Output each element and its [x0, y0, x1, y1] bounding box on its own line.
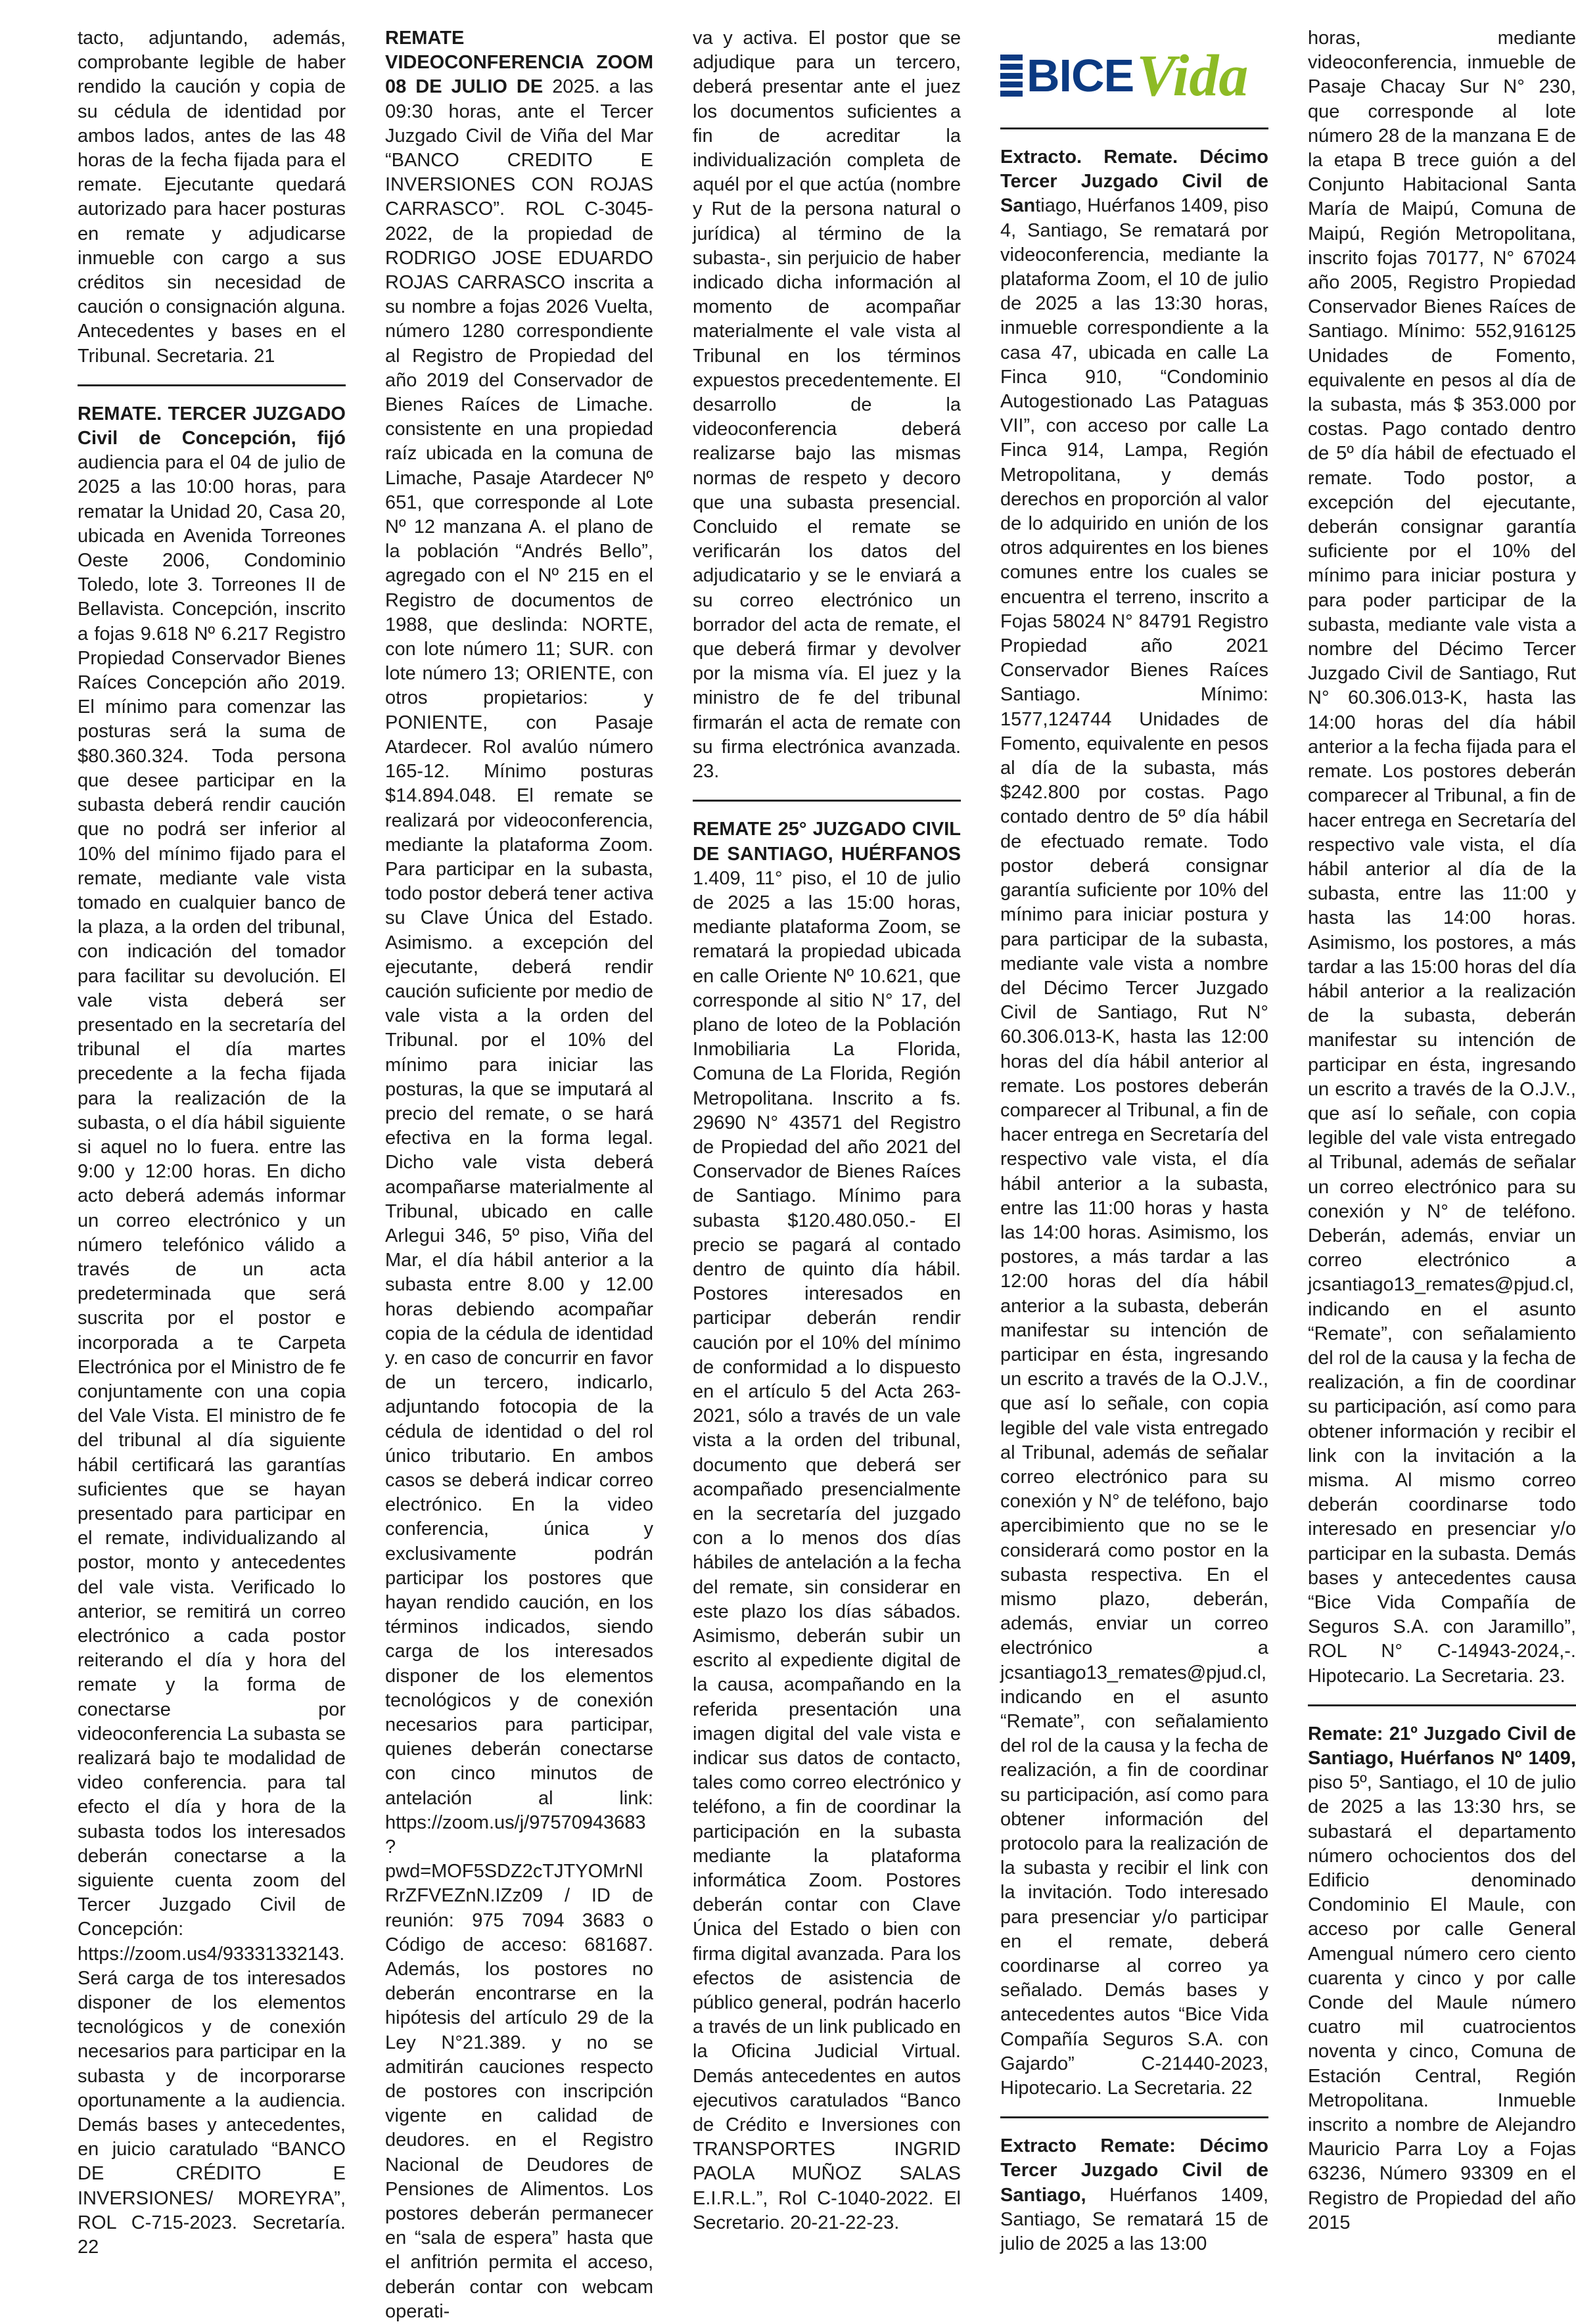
- logo-bice-text: BICE: [1027, 50, 1134, 101]
- notice-heading: REMATE 25° JUZGADO CIVIL DE SANTIAGO, HUÉRFANOS: [693, 819, 961, 865]
- notice-divider: [693, 800, 961, 802]
- notice-heading: Remate: 21º Juzgado Civil de Santiago, Huérfanos Nº 1409,: [1308, 1723, 1576, 1769]
- notice-continuation: [78, 26, 346, 369]
- bice-vida-logo: [1000, 39, 1268, 112]
- notice-divider: [1308, 1704, 1576, 1706]
- notice-remate-21-juzgado: [1308, 1722, 1576, 2235]
- notice-continuation: [1308, 26, 1576, 1689]
- column-3: [693, 26, 961, 2324]
- column-2: [385, 26, 653, 2324]
- notice-body: va y activa. El postor que se adjudique para un tercero, deberá presentar ante el juez los documentos suficientes a fin de acreditar la individualización completa de aquél por el que actúa (nombre y Rut de la persona natural o jurídica) al término de la subasta-, sin perjuicio de haber indicado dicha información al momento de acompañar materialmente el vale vista al Tribunal en los términos expuestos precedentemente. El desarrollo de la videoconferencia deberá realizarse bajo las mismas normas de respeto y decoro que una subasta presencial. Concluido el remate se verificarán los datos del adjudicatario y se le enviará a su correo electrónico un borrador del acta de remate, el que deberá firmar y devolver por la misma vía. El juez y la ministro de fe del tribunal firmarán el acta de remate con su firma electrónica avanzada. 23.: [693, 28, 961, 783]
- notice-remate-25-juzgado: [693, 817, 961, 2235]
- notice-extracto-13-juzgado-2: [1000, 2134, 1268, 2256]
- notice-body: Huérfanos 1409, Santiago, Se rematará 15 de julio de 2025 a las 13:00: [1000, 2184, 1268, 2255]
- notice-remate-vina: [385, 26, 653, 2324]
- notice-body: tiago, Huérfanos 1409, piso 4, Santiago, Se rematará por videoconferencia, mediante la plataforma Zoom, el 10 de julio de 2025 a las 13:30 horas, inmueble correspondiente a la casa 47, ubicada en calle La Finca 910, “Condominio Autogestionado Las Pataguas VII”, con acceso por calle La Finca 914, Lampa, Región Metropolitana, y demás derechos en proporción al valor de lo adquirido en unión de los otros adquirentes en los bienes comunes entre los cuales se encuentra el terreno, inscrito a Fojas 58024 N° 84791 Registro Propiedad año 2021 Conservador Bienes Raíces Santiago. Mínimo: 1577,124744 Unidades de Fomento, equivalente en pesos al día de la subasta, más $242.800 por costas. Pago contado dentro de 5º día hábil de efectuado remate. Todo postor deberá consignar garantía suficiente por 10% del mínimo para iniciar postura y para participar de la subasta, mediante vale vista a nombre del Décimo Tercer Juzgado Civil de Santiago, Rut N° 60.306.013-K, hasta las 12:00 horas del día hábil anterior al remate. Los postores deberán comparecer al Tribunal, a fin de hacer entrega en Secretaría del respectivo vale vista, el día hábil anterior a la subasta, entre las 11:00 horas y hasta las 14:00 horas. Asimismo, los postores, a más tardar a las 12:00 horas del día hábil anterior a la subasta, deberán manifestar su intención de participar en ésta, ingresando un escrito a través de la O.J.V., que así lo señale, con copia legible del vale vista entregado al Tribunal, además de señalar correo electrónico para su conexión y N° de teléfono, bajo apercibimiento que no se le considerará como postor en la subasta respectiva. En el mismo plazo, deberán, además, enviar un correo electrónico a jcsantiago13_remates@pjud.cl, indicando en el asunto “Remate”, con señalamiento del rol de la causa y la fecha de realización, a fin de coordinar su participación, así como para obtener información del protocolo para la realización de la subasta y recibir el link con la invitación. Todo interesado para presenciar y/o participar en el remate, deberá coordinarse al correo ya señalado. Demás bases y antecedentes autos “Bice Vida Compañía Seguros S.A. con Gajardo” C-21440-2023, Hipotecario. La Secretaria. 22: [1000, 195, 1268, 2099]
- notice-divider: [78, 384, 346, 386]
- column-4: [1000, 26, 1268, 2324]
- column-1: [78, 26, 346, 2324]
- notice-body: horas, mediante videoconferencia, inmueble de Pasaje Chacay Sur N° 230, que corresponde al lote número 28 de la manzana E de la etapa B trece guión a del Conjunto Habitacional Santa María de Maipú, Comuna de Maipú, Región Metropolitana, inscrito fojas 70177, N° 67024 año 2005, Registro Propiedad Conservador Bienes Raíces de Santiago. Mínimo: 552,916125 Unidades de Fomento, equivalente en pesos al día de la subasta, más $ 353.000 por costas. Pago contado dentro de 5º día hábil de efectuado el remate. Todo postor, a excepción del ejecutante, deberán consignar garantía suficiente por el 10% del mínimo para iniciar postura y para poder participar de la subasta, mediante vale vista a nombre del Décimo Tercer Juzgado Civil de Santiago, Rut N° 60.306.013-K, hasta las 14:00 horas del día hábil anterior a la fecha fijada para el remate. Los postores deberán comparecer al Tribunal, a fin de hacer entrega en Secretaría del respectivo vale vista, el día hábil anterior al día de la subasta, entre las 11:00 y hasta las 14:00 horas. Asimismo, los postores, a más tardar a las 15:00 horas del día hábil anterior a la realización de la subasta, deberán manifestar su intención de participar en ésta, ingresando un escrito a través de la O.J.V., que así lo señale, con copia legible del vale vista entregado al Tribunal, además de señalar un correo electrónico para su conexión y N° de teléfono. Deberán, además, enviar un correo electrónico a jcsantiago13_remates@pjud.cl, indicando en el asunto “Remate”, con señalamiento del rol de la causa y la fecha de realización, a fin de coordinar su participación, así como para obtener información y recibir el link con la invitación a la misma. Al mismo correo deberán coordinarse todo interesado en presenciar y/o participar en la subasta. Demás bases y antecedentes causa “Bice Vida Compañía de Seguros S.A. con Jaramillo”, ROL N° C-14943-2024,-. Hipotecario. La Secretaria. 23.: [1308, 28, 1576, 1687]
- notice-heading: REMATE VIDEOCONFERENCIA ZOOM 08 DE JULIO DE: [385, 28, 653, 98]
- notice-body: piso 5º, Santiago, el 10 de julio de 2025 a las 13:30 hrs, se subastará el departamento número ochocientos dos del Edificio denominado Condominio El Maule, con acceso por calle General Amengual número cero ciento cuarenta y cinco y por calle Conde del Maule número cuatro mil cuatrocientos noventa y cinco, Comuna de Estación Central, Región Metropolitana. Inmueble inscrito a nombre de Alejandro Mauricio Parra Loy a Fojas 63236, Número 93309 en el Registro de Propiedad del año 2015: [1308, 1772, 1576, 2233]
- notice-heading: REMATE. TERCER JUZGADO Civil de Concepción, fijó: [78, 403, 346, 449]
- logo-vida-text: Vida: [1136, 43, 1249, 108]
- notice-body: 2025. a las 09:30 horas, ante el Tercer Juzgado Civil de Viña del Mar “BANCO CREDITO E INVERSIONES CON ROJAS CARRASCO”. ROL C-3045-2022, de la propiedad de RODRIGO JOSE EDUARDO ROJAS CARRASCO inscrita a su nombre a fojas 2026 Vuelta, número 1280 correspondiente al Registro de Propiedad del año 2019 del Conservador de Bienes Raíces de Limache. consistente en una propiedad raíz ubicada en la comuna de Limache, Pasaje Atardecer Nº 651, que corresponde al Lote Nº 12 manzana A. el plano de la población “Andrés Bello”, agregado con el Nº 215 en el Registro de documentos de 1988, que deslinda: NORTE, con lote número 11; SUR. con lote número 13; ORIENTE, con otros propietarios: y PONIENTE, con Pasaje Atardecer. Rol avalúo número 165-12. Mínimo posturas $14.894.048. El remate se realizará por videoconferencia, mediante la plataforma Zoom. Para participar en la subasta, todo postor deberá tener activa su Clave Única del Estado. Asimismo. a excepción del ejecutante, deberá rendir caución suficiente por medio de vale vista a la orden del Tribunal. por el 10% del mínimo para iniciar las posturas, la que se imputará al precio del remate, o se hará efectiva en la forma legal. Dicho vale vista deberá acompañarse materialmente al Tribunal, ubicado en calle Arlegui 346, 5º piso, Viña del Mar, el día hábil anterior a la subasta entre 8.00 y 12.00 horas debiendo acompañar copia de la cédula de identidad y. en caso de concurrir en favor de un tercero, indicarlo, adjuntando fotocopia de la cédula de identidad o del rol único tributario. En ambos casos se deberá indicar correo electrónico. En la video conferencia, única y exclusivamente podrán participar los postores que hayan rendido caución, en los términos indicados, siendo carga de los interesados disponer de los elementos tecnológicos y de conexión necesarios para participar, quienes deberán conectarse con cinco minutos de antelación al link: https://zoom.us/j/97570943683?pwd=MOF5SDZ2cTJTYOMrNlRrZFVEZnN.IZz09 / ID de reunión: 975 7094 3683 o Código de acceso: 681687. Además, los postores no deberán encontrarse en la hipótesis del artículo 29 de la Ley N°21.389. y no se admitirán cauciones respecto de postores con inscripción vigente en calidad de deudores. en el Registro Nacional de Deudores de Pensiones de Alimentos. Los postores deberán permanecer en “sala de espera” hasta que el anfitrión permita el acceso, deberán contar con webcam operati-: [385, 76, 653, 2322]
- notice-heading: Extracto Remate: Décimo Tercer Juzgado Civil de Santiago,: [1000, 2135, 1268, 2206]
- notice-body: 1.409, 11° piso, el 10 de julio de 2025 a las 15:00 horas, mediante plataforma Zoom, se rematará la propiedad ubicada en calle Oriente Nº 10.621, que corresponde al sitio N° 17, del plano de loteo de la Población Inmobiliaria La Florida, Comuna de La Florida, Región Metropolitana. Inscrito a fs. 29690 N° 43571 del Registro de Propiedad del año 2021 del Conservador de Bienes Raíces de Santiago. Mínimo para subasta $120.480.050.- El precio se pagará al contado dentro de quinto día hábil. Postores interesados en participar deberán rendir caución por el 10% del mínimo de conformidad a lo dispuesto en el artículo 5 del Acta 263-2021, sólo a través de un vale vista a la orden del tribunal, documento que deberá ser acompañado presencialmente en la secretaría del juzgado con a lo menos dos días hábiles de antelación a la fecha del remate, sin considerar en este plazo los días sábados. Asimismo, deberán subir un escrito al expediente digital de la causa, acompañando en la referida presentación una imagen digital del vale vista e indicar sus datos de contacto, tales como correo electrónico y teléfono, a fin de coordinar la participación en la subasta mediante la plataforma informática Zoom. Postores deberán contar con Clave Única del Estado o bien con firma digital avanzada. Para los efectos de asistencia de público general, podrán hacerlo a través de un link publicado en la Oficina Judicial Virtual. Demás antecedentes en autos ejecutivos caratulados “Banco de Crédito e Inversiones con TRANSPORTES INGRID PAOLA MUÑOZ SALAS E.I.R.L.”, Rol C-1040-2022. El Secretario. 20-21-22-23.: [693, 867, 961, 2233]
- notice-body: tacto, adjuntando, además, comprobante legible de haber rendido la caución y copia de su cédula de identidad por ambos lados, antes de las 48 horas de la fecha fijada para el remate. Ejecutante quedará autorizado para hacer posturas en remate y adjudicarse inmueble con cargo a sus créditos sin necesidad de caución o consignación alguna. Antecedentes y bases en el Tribunal. Secretaria. 21: [78, 28, 346, 367]
- notice-divider: [1000, 127, 1268, 129]
- notice-remate-concepcion: [78, 402, 346, 2260]
- notice-body: audiencia para el 04 de julio de 2025 a las 10:00 horas, para rematar la Unidad 20, Casa 20, ubicada en Avenida Torreones Oeste 2006, Condominio Toledo, lote 3. Torreones II de Bellavista. Concepción, inscrito a fojas 9.618 Nº 6.217 Registro Propiedad Conservador Bienes Raíces Concepción año 2019. El mínimo para comenzar las posturas será la suma de $80.360.324. Toda persona que desee participar en la subasta deberá rendir caución que no podrá ser inferior al 10% del mínimo fijado para el remate, mediante vale vista tomado en cualquier banco de la plaza, a la orden del tribunal, con indicación del tomador para facilitar su devolución. El vale vista deberá ser presentado en la secretaría del tribunal el día martes precedente a la fecha fijada para la realización de la subasta, o el día hábil siguiente si aquel no lo fuera. entre las 9:00 y 12:00 horas. En dicho acto deberá además informar un correo electrónico y un número telefónico válido a través de un acta predeterminada que será suscrita por el postor e incorporada a te Carpeta Electrónica por el Ministro de fe conjuntamente con una copia del Vale Vista. El ministro de fe del tribunal al día siguiente hábil certificará las garantías suficientes que se hayan presentado para participar en el remate, individualizando al postor, monto y antecedentes del vale vista. Verificado lo anterior, se remitirá un correo electrónico a cada postor reiterando el día y hora del remate y la forma de conectarse por videoconferencia La subasta se realizará bajo te modalidad de video conferencia. para tal efecto el día y hora de la subasta todos los interesados deberán conectarse a la siguiente cuenta zoom del Tercer Juzgado Civil de Concepción: https://zoom.us4/93331332143. Será carga de tos interesados disponer de los elementos tecnológicos y de conexión necesarios para participar en la subasta y de incorporarse oportunamente a la audiencia. Demás bases y antecedentes, en juicio caratulado “BANCO DE CRÉDITO E INVERSIONES/ MOREYRA”, ROL C-715-2023. Secretaría. 22: [78, 452, 346, 2258]
- column-5: [1308, 26, 1576, 2324]
- bice-stripes-icon: [1000, 55, 1023, 97]
- notice-heading: Extracto. Remate. Décimo Tercer Juzgado Civil de San: [1000, 147, 1268, 217]
- notice-continuation: [693, 26, 961, 784]
- notice-divider: [1000, 2116, 1268, 2118]
- notice-extracto-13-juzgado: [1000, 145, 1268, 2101]
